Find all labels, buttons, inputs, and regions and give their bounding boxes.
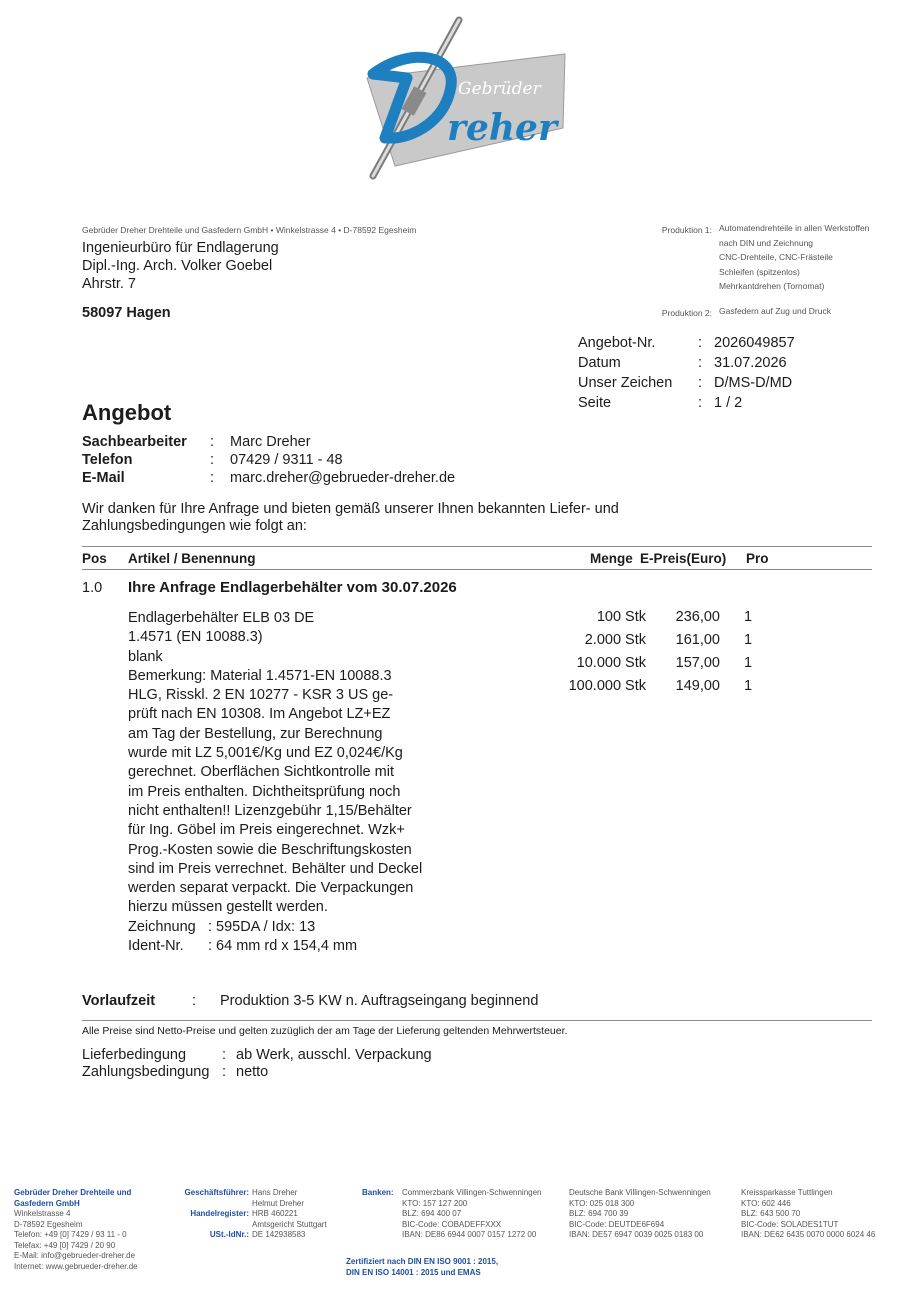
logo-text-dreher: reher bbox=[447, 107, 557, 149]
vat-id-label: USt.-IdNr.: bbox=[209, 1230, 249, 1239]
footer-company-name: Gasfedern GmbH bbox=[14, 1198, 80, 1208]
page-label: Seite bbox=[578, 395, 612, 411]
item-position: 1.0 bbox=[82, 580, 103, 596]
production-1-line: CNC-Drehteile, CNC-Frästeile bbox=[719, 252, 833, 262]
recipient-address bbox=[82, 239, 279, 293]
description-line: blank bbox=[128, 648, 163, 665]
colon: : bbox=[698, 375, 703, 391]
column-header-pro: Pro bbox=[746, 551, 769, 566]
price-row bbox=[536, 675, 776, 698]
payment-terms-value: netto bbox=[236, 1064, 269, 1080]
certification-line: DIN EN ISO 14001 : 2015 und EMAS bbox=[346, 1267, 481, 1277]
date-label: Datum bbox=[578, 355, 621, 371]
footer-company-name: Gebrüder Dreher Drehteile und bbox=[14, 1188, 132, 1197]
offer-info bbox=[578, 333, 795, 413]
page-value: 1 / 2 bbox=[714, 395, 743, 411]
bank-name: Commerzbank Villingen-Schwenningen bbox=[402, 1188, 542, 1197]
register-court: Amtsgericht Stuttgart bbox=[252, 1219, 327, 1229]
contact-row bbox=[82, 451, 455, 469]
logo-graphic bbox=[355, 16, 575, 186]
colon: : bbox=[698, 355, 703, 371]
description-line: prüft nach EN 10308. Im Angebot LZ+EZ bbox=[128, 706, 391, 723]
price-row bbox=[536, 652, 776, 675]
managing-director: Hans Dreher bbox=[252, 1188, 298, 1197]
register-label: Handelregister: bbox=[190, 1209, 249, 1218]
colon: : bbox=[210, 434, 215, 450]
bank-bic: BIC-Code: COBADEFFXXX bbox=[402, 1219, 502, 1229]
column-header-price: E-Preis(Euro) bbox=[640, 551, 727, 566]
bank-commerzbank bbox=[402, 1188, 541, 1241]
lead-time-label: Vorlaufzeit bbox=[82, 993, 156, 1009]
colon: : bbox=[222, 1064, 227, 1080]
bank-code: BLZ: 694 400 07 bbox=[402, 1209, 462, 1218]
bank-code: BLZ: 694 700 39 bbox=[569, 1209, 629, 1218]
footer-company-line: Internet: www.gebrueder-dreher.de bbox=[14, 1261, 138, 1271]
description-line: HLG, Risskl. 2 EN 10277 - KSR 3 US ge- bbox=[128, 687, 394, 704]
contact-person-value: Marc Dreher bbox=[230, 434, 311, 450]
price-row bbox=[536, 629, 776, 652]
description-line: 1.4571 (EN 10088.3) bbox=[128, 629, 263, 646]
colon: : bbox=[210, 452, 215, 468]
document-title: Angebot bbox=[82, 400, 172, 425]
footer-company bbox=[14, 1188, 138, 1272]
description-line: hierzu müssen gestellt werden. bbox=[128, 899, 328, 916]
sender-address-line: Gebrüder Dreher Drehteile und Gasfedern GmbH • Winkelstrasse 4 • D-78592 Egesheim bbox=[82, 225, 417, 235]
phone-label: Telefon bbox=[82, 452, 133, 468]
delivery-terms-value: ab Werk, ausschl. Verpackung bbox=[236, 1047, 432, 1063]
unit-price: 149,00 bbox=[675, 678, 720, 694]
production-2-label: Produktion 2: bbox=[661, 308, 712, 318]
description-line: Endlagerbehälter ELB 03 DE bbox=[128, 610, 315, 626]
offer-number-label: Angebot-Nr. bbox=[578, 335, 656, 351]
bank-bic: BIC-Code: SOLADES1TUT bbox=[741, 1219, 839, 1229]
column-header-qty: Menge bbox=[590, 551, 633, 566]
bank-name: Deutsche Bank Villingen-Schwenningen bbox=[569, 1188, 711, 1197]
notes-divider bbox=[82, 1020, 872, 1021]
colon: : bbox=[698, 335, 703, 351]
bank-kreissparkasse bbox=[741, 1188, 875, 1241]
footer-banks-label bbox=[362, 1188, 394, 1199]
managing-directors-label: Geschäftsführer: bbox=[184, 1188, 249, 1197]
recipient-line: Ahrstr. 7 bbox=[82, 276, 136, 292]
description-line: nicht enthalten!! Lizenzgebühr 1,15/Behälter bbox=[128, 802, 412, 819]
price-note: Alle Preise sind Netto-Preise und gelten zuzüglich der am Tage der Lieferung geltenden Mehrwertsteuer. bbox=[82, 1025, 568, 1037]
ident-row bbox=[128, 937, 448, 956]
reference-label: Unser Zeichen bbox=[578, 375, 673, 391]
production-1-list bbox=[719, 221, 869, 294]
contact-row bbox=[82, 469, 455, 487]
bank-bic: BIC-Code: DEUTDE6F694 bbox=[569, 1219, 665, 1229]
bank-iban: IBAN: DE86 6944 0007 0157 1272 00 bbox=[402, 1230, 537, 1239]
production-2-text: Gasfedern auf Zug und Druck bbox=[719, 306, 831, 316]
terms-block bbox=[82, 1047, 432, 1081]
item-description bbox=[128, 609, 448, 956]
reference-value: D/MS-D/MD bbox=[714, 375, 793, 391]
bank-code: BLZ: 643 500 70 bbox=[741, 1209, 801, 1218]
recipient-line: Dipl.-Ing. Arch. Volker Goebel bbox=[82, 258, 273, 274]
footer-company-line: D-78592 Egesheim bbox=[14, 1219, 83, 1229]
description-line: am Tag der Bestellung, zur Berechnung bbox=[128, 725, 383, 742]
description-line: wurde mit LZ 5,001€/Kg und EZ 0,024€/Kg bbox=[128, 745, 403, 762]
unit-price: 157,00 bbox=[675, 655, 720, 671]
bank-iban: IBAN: DE57 6947 0039 0025 0183 00 bbox=[569, 1230, 704, 1239]
bank-account: KTO: 025 018 300 bbox=[569, 1198, 635, 1208]
price-scale bbox=[536, 606, 776, 698]
offer-info-row bbox=[578, 333, 795, 353]
drawing-row bbox=[128, 918, 448, 937]
terms-row bbox=[82, 1047, 432, 1064]
drawing-label: Zeichnung bbox=[128, 918, 196, 935]
lead-time-value: Produktion 3-5 KW n. Auftragseingang beginnend bbox=[220, 993, 539, 1009]
price-row bbox=[536, 606, 776, 629]
table-header-divider bbox=[82, 569, 872, 570]
delivery-terms-label: Lieferbedingung bbox=[82, 1047, 187, 1063]
offer-info-row bbox=[578, 393, 795, 413]
drawing-value: : 595DA / Idx: 13 bbox=[208, 918, 316, 935]
price-per: 1 bbox=[743, 655, 753, 671]
price-per: 1 bbox=[743, 632, 753, 648]
unit-price: 161,00 bbox=[675, 632, 720, 648]
price-quantity: 10.000 Stk bbox=[576, 655, 646, 671]
certification-note bbox=[346, 1257, 498, 1278]
certification-line: Zertifiziert nach DIN EN ISO 9001 : 2015, bbox=[346, 1257, 499, 1266]
colon: : bbox=[192, 993, 197, 1009]
description-line: gerechnet. Oberflächen Sichtkontrolle mit bbox=[128, 764, 394, 781]
description-line: werden separat verpackt. Die Verpackungen bbox=[128, 880, 414, 897]
email-label: E-Mail bbox=[82, 470, 125, 486]
register-number: HRB 460221 bbox=[252, 1209, 298, 1218]
description-line: im Preis enthalten. Dichtheitsprüfung noch bbox=[128, 783, 401, 800]
bank-name: Kreissparkasse Tuttlingen bbox=[741, 1188, 833, 1197]
bank-deutsche-bank bbox=[569, 1188, 711, 1241]
colon: : bbox=[698, 395, 703, 411]
column-header-pos: Pos bbox=[82, 551, 107, 566]
colon: : bbox=[210, 470, 215, 486]
price-quantity: 2.000 Stk bbox=[584, 632, 646, 648]
intro-text: Wir danken für Ihre Anfrage und bieten gemäß unserer Ihnen bekannten Liefer- und Zahlungsbedingungen wie folgt an: bbox=[82, 501, 619, 534]
description-line: sind im Preis verrechnet. Behälter und Deckel bbox=[128, 860, 423, 877]
production-1-line: Automatendrehteile in allen Werkstoffen bbox=[719, 223, 870, 233]
lead-time bbox=[82, 993, 538, 1009]
vat-id-value: DE 142938583 bbox=[252, 1230, 306, 1239]
description-line: Prog.-Kosten sowie die Beschriftungskosten bbox=[128, 841, 412, 858]
logo-text-gebrueder: Gebrüder bbox=[458, 79, 541, 99]
production-1-line: nach DIN und Zeichnung bbox=[719, 237, 814, 248]
managing-director: Helmut Dreher bbox=[252, 1198, 305, 1208]
recipient-city: 58097 Hagen bbox=[82, 305, 171, 321]
bank-account: KTO: 602 446 bbox=[741, 1198, 791, 1208]
bank-iban: IBAN: DE62 6435 0070 0000 6024 46 bbox=[741, 1230, 876, 1239]
banks-label: Banken: bbox=[362, 1188, 394, 1197]
price-per: 1 bbox=[743, 678, 753, 694]
column-header-article: Artikel / Benennung bbox=[128, 551, 256, 566]
footer-company-line: Winkelstrasse 4 bbox=[14, 1209, 71, 1218]
contact-row bbox=[82, 433, 455, 451]
footer-management bbox=[172, 1188, 327, 1241]
contact-person-label: Sachbearbeiter bbox=[82, 434, 187, 450]
description-line: Bemerkung: Material 1.4571-EN 10088.3 bbox=[128, 667, 392, 684]
price-quantity: 100.000 Stk bbox=[568, 678, 646, 694]
offer-info-row bbox=[578, 373, 795, 393]
description-line: für Ing. Göbel im Preis eingerechnet. Wzk+ bbox=[128, 822, 405, 839]
ident-value: : 64 mm rd x 154,4 mm bbox=[208, 938, 358, 955]
production-1-line: Schleifen (spitzenlos) bbox=[719, 266, 800, 277]
ident-label: Ident-Nr. bbox=[128, 938, 184, 955]
phone-value: 07429 / 9311 - 48 bbox=[230, 452, 343, 468]
production-1-label: Produktion 1: bbox=[661, 225, 712, 235]
table-top-divider bbox=[82, 546, 872, 547]
contact-block bbox=[82, 433, 455, 487]
recipient-line: Ingenieurbüro für Endlagerung bbox=[82, 240, 279, 256]
colon: : bbox=[222, 1047, 227, 1063]
offer-number-value: 2026049857 bbox=[714, 335, 795, 351]
terms-row bbox=[82, 1064, 432, 1081]
footer-company-line: Telefax: +49 [0] 7429 / 20 90 bbox=[14, 1240, 116, 1250]
bank-account: KTO: 157 127 200 bbox=[402, 1198, 468, 1208]
footer-company-line: E-Mail: info@gebrueder-dreher.de bbox=[14, 1251, 136, 1260]
price-quantity: 100 Stk bbox=[596, 609, 646, 625]
date-value: 31.07.2026 bbox=[714, 355, 787, 371]
email-value: marc.dreher@gebrueder-dreher.de bbox=[230, 470, 456, 486]
company-logo bbox=[355, 16, 575, 186]
item-heading: Ihre Anfrage Endlagerbehälter vom 30.07.2026 bbox=[128, 579, 457, 596]
unit-price: 236,00 bbox=[675, 609, 720, 625]
payment-terms-label: Zahlungsbedingung bbox=[82, 1064, 210, 1080]
footer-company-line: Telefon: +49 [0] 7429 / 93 11 - 0 bbox=[14, 1230, 127, 1239]
production-1-line: Mehrkantdrehen (Tornomat) bbox=[719, 281, 825, 291]
offer-info-row bbox=[578, 353, 795, 373]
price-per: 1 bbox=[743, 609, 753, 625]
